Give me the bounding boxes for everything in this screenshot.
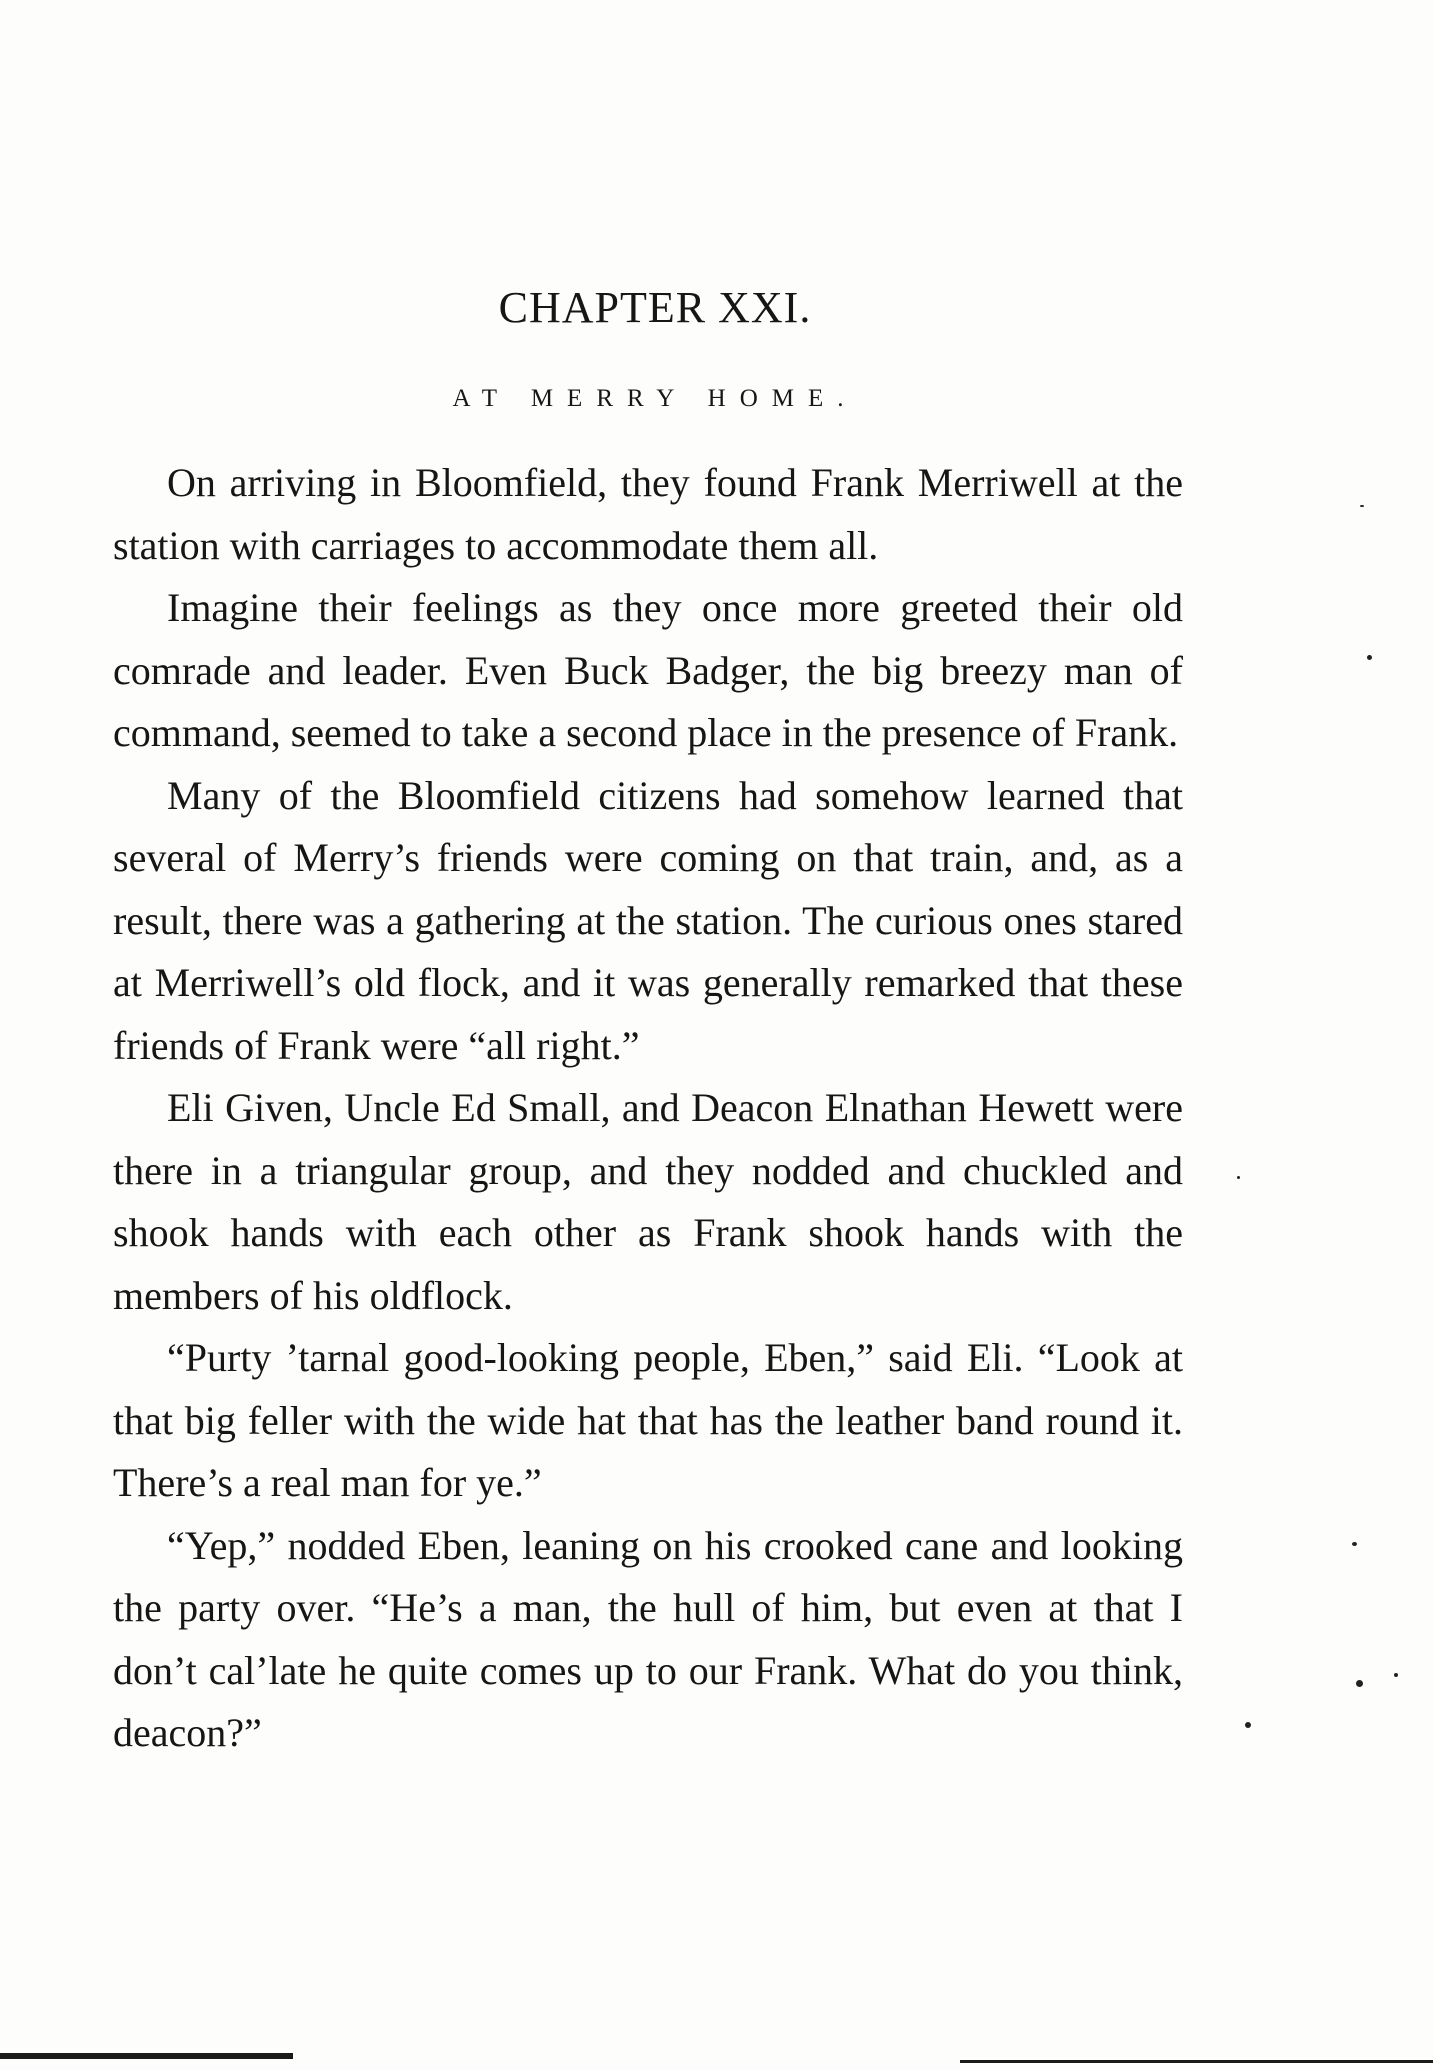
bottom-left-scan-rule	[0, 2053, 293, 2059]
scan-speck	[1352, 1542, 1357, 1546]
paragraph: Imagine their feelings as they once more greeted their old comrade and leader. Even Buck Badger, the big breezy man of command, seemed to take a second place in the presence of Frank.	[113, 585, 1183, 755]
scan-speck	[1367, 655, 1372, 660]
paragraph: On arriving in Bloomfield, they found Frank Merriwell at the station with carriages to accommodate them all.	[113, 460, 1183, 568]
scan-speck	[1360, 505, 1364, 507]
paragraph: “Yep,” nodded Eben, leaning on his crooked cane and looking the party over. “He’s a man, the hull of him, but even at that I don’t cal’late he quite comes up to our Frank. What do you think, deacon?”	[113, 1522, 1183, 1755]
bottom-right-scan-rule	[960, 2060, 1433, 2063]
paragraph: “Purty ’tarnal good-looking people, Eben,” said Eli. “Look at that big feller with the wide hat that has the leather band round it. There’s a real man for ye.”	[113, 1335, 1183, 1505]
chapter-subtitle: AT MERRY HOME.	[452, 385, 858, 412]
scan-speck	[1237, 1176, 1240, 1179]
scan-speck	[1394, 1673, 1398, 1677]
chapter-title: CHAPTER XXI.	[498, 283, 812, 332]
scan-speck	[1356, 1680, 1363, 1687]
paragraph: Many of the Bloomfield citizens had somehow learned that several of Merry’s friends were coming on that train, and, as a result, there was a gathering at the station. The curious ones stared at Merriwell’s old flock, and it was generally remarked that these friends of Frank were “all right.”	[113, 772, 1183, 1068]
scan-speck	[1245, 1722, 1251, 1728]
body-text	[113, 452, 1183, 1765]
paragraph: Eli Given, Uncle Ed Small, and Deacon Elnathan Hewett were there in a triangular group, and they nodded and chuckled and shook hands with each other as Frank shook hands with the members of his oldflock.	[113, 1085, 1183, 1318]
